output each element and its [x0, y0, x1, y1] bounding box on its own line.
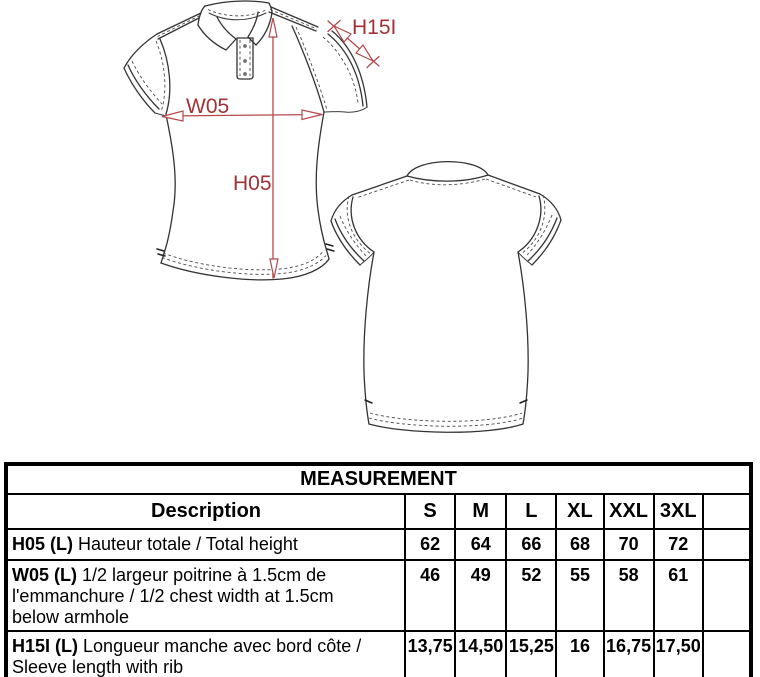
value-cell: 13,75	[405, 631, 455, 677]
back-shoulder-seams	[352, 175, 540, 198]
value-cell: 16	[556, 631, 603, 677]
table-row-h05	[6, 529, 751, 560]
front-shoulder-seams	[157, 7, 318, 39]
front-collar	[198, 1, 272, 50]
w05-label: W05	[186, 95, 230, 118]
row-description	[6, 529, 405, 560]
value-cell: 72	[654, 529, 703, 560]
value-cell: 16,75	[604, 631, 654, 677]
h15i-label: H15I	[352, 16, 397, 39]
h15i-dimension	[328, 16, 396, 68]
arrowhead-down	[270, 259, 278, 278]
value-cell: 58	[604, 560, 654, 631]
measure-code: H05 (L)	[12, 534, 74, 554]
dimension-annotations	[162, 16, 396, 278]
description-header: Description	[6, 494, 405, 529]
value-cell: 64	[455, 529, 506, 560]
table-row-w05	[6, 560, 751, 631]
button	[243, 44, 247, 48]
measure-text: Hauteur totale / Total height	[78, 534, 298, 554]
value-cell	[703, 560, 751, 631]
row-description	[6, 631, 405, 677]
measure-text: 1/2 largeur poitrine à 1.5cm de l'emmanchure / 1/2 chest width at 1.5cm below armhole	[12, 565, 334, 627]
size-header-extra	[703, 494, 751, 529]
size-header-l: L	[506, 494, 556, 529]
value-cell	[703, 631, 751, 677]
front-placket	[237, 38, 253, 79]
measure-code: H15I (L)	[12, 636, 79, 656]
size-header-s: S	[405, 494, 455, 529]
front-view	[124, 1, 367, 280]
value-cell: 14,50	[455, 631, 506, 677]
size-header-m: M	[455, 494, 506, 529]
measurement-table	[4, 462, 753, 677]
side-slit-mark	[326, 244, 334, 251]
value-cell: 46	[405, 560, 455, 631]
size-header-xl: XL	[556, 494, 603, 529]
size-header-xxl: XXL	[604, 494, 654, 529]
back-view	[331, 162, 561, 433]
front-body	[157, 112, 334, 280]
arrowhead-left	[162, 111, 183, 121]
value-cell: 15,25	[506, 631, 556, 677]
table-row-h15i	[6, 631, 751, 677]
w05-dimension	[162, 95, 322, 121]
row-description	[6, 560, 405, 631]
value-cell: 61	[654, 560, 703, 631]
back-body	[364, 252, 528, 432]
value-cell: 52	[506, 560, 556, 631]
value-cell: 17,50	[654, 631, 703, 677]
button	[243, 59, 247, 63]
arrowhead-right	[302, 110, 322, 120]
value-cell: 70	[604, 529, 654, 560]
back-collar	[407, 162, 488, 185]
value-cell: 66	[506, 529, 556, 560]
value-cell: 55	[556, 560, 603, 631]
value-cell	[703, 529, 751, 560]
value-cell: 68	[556, 529, 603, 560]
table-title: MEASUREMENT	[6, 464, 751, 494]
front-left-sleeve	[124, 34, 170, 116]
value-cell: 62	[405, 529, 455, 560]
button	[243, 72, 247, 76]
size-header-3xl: 3XL	[654, 494, 703, 529]
back-right-sleeve	[518, 194, 561, 265]
h05-label: H05	[233, 172, 272, 195]
back-left-sleeve	[331, 195, 374, 265]
value-cell: 49	[455, 560, 506, 631]
measure-text: Longueur manche avec bord côte / Sleeve length with rib	[12, 636, 362, 677]
measure-code: W05 (L)	[12, 565, 77, 585]
